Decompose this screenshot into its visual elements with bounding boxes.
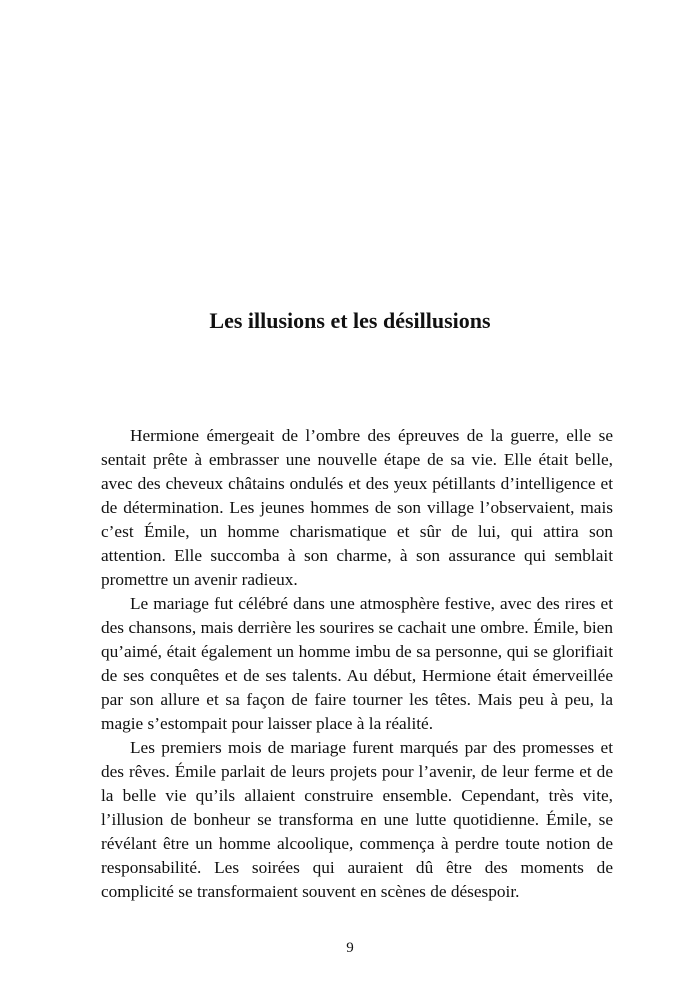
chapter-body <box>101 424 613 904</box>
paragraph-1: Hermione émergeait de l’ombre des épreuves de la guerre, elle se sentait prête à embrasser une nouvelle étape de sa vie. Elle était belle, avec des cheveux châtains ondulés et des yeux pétillants d’intelligence et de détermination. Les jeunes hommes de son village l’observaient, mais c’est Émile, un homme charismatique et sûr de lui, qui attira son attention. Elle succomba à son charme, à son assurance qui semblait promettre un avenir radieux. <box>101 426 613 589</box>
paragraph-3: Les premiers mois de mariage furent marqués par des promesses et des rêves. Émile parlait de leurs projets pour l’avenir, de leur ferme et de la belle vie qu’ils allaient construire ensemble. Cependant, très vite, l’illusion de bonheur se transforma en une lutte quotidienne. Émile, se révélant être un homme alcoolique, commença à perdre toute notion de responsabilité. Les soirées qui auraient dû être des moments de complicité se transformaient souvent en scènes de désespoir. <box>101 738 613 901</box>
paragraph-2: Le mariage fut célébré dans une atmosphère festive, avec des rires et des chansons, mais derrière les sourires se cachait une ombre. Émile, bien qu’aimé, était également un homme imbu de sa personne, qui se glorifiait de ses conquêtes et de ses talents. Au début, Hermione était émerveillée par son allure et sa façon de faire tourner les têtes. Mais peu à peu, la magie s’estompait pour laisser place à la réalité. <box>101 594 613 733</box>
chapter-title: Les illusions et les désillusions <box>209 308 491 333</box>
page-number: 9 <box>346 940 354 956</box>
